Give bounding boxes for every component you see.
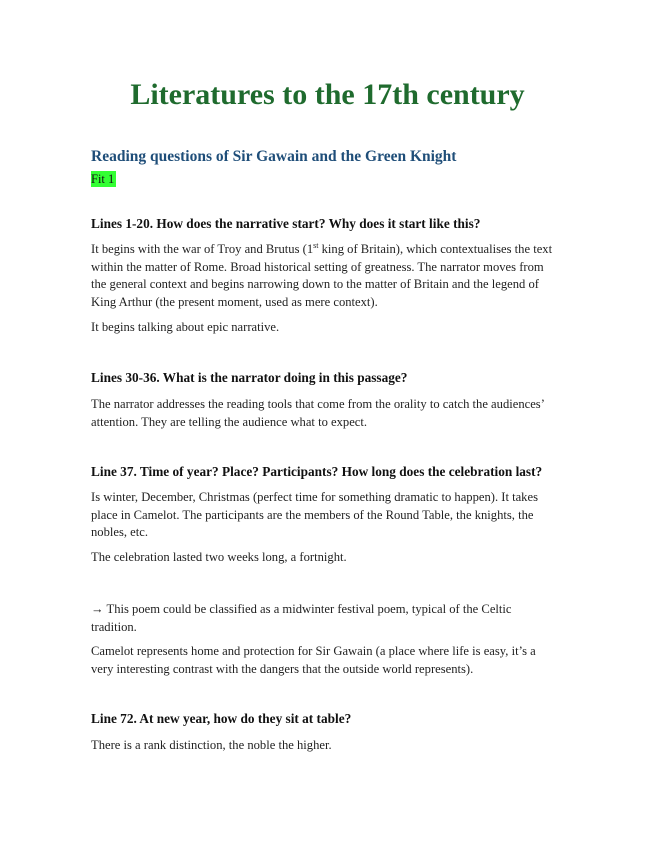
paragraph-line: The celebration lasted two weeks long, a fortnight. bbox=[91, 550, 347, 564]
question-heading: Lines 30-36. What is the narrator doing in this passage? bbox=[91, 370, 408, 385]
question-heading: Lines 1-20. How does the narrative start? Why does it start like this? bbox=[91, 216, 481, 231]
answer-paragraph bbox=[91, 319, 561, 337]
paragraph-line: The narrator addresses the reading tools that come from the orality to catch the audiences’ bbox=[91, 397, 545, 411]
answer-paragraph bbox=[91, 489, 561, 542]
paragraph-line: There is a rank distinction, the noble the higher. bbox=[91, 738, 332, 752]
answer-paragraph bbox=[91, 396, 561, 431]
answer-paragraph bbox=[91, 241, 561, 311]
fit-highlight-label: Fit 1 bbox=[91, 172, 115, 186]
paragraph-line: very interesting contrast with the dangers that the outside world represents). bbox=[91, 661, 474, 676]
paragraph-line: place in Camelot. The participants are the members of the Round Table, the knights, the bbox=[91, 507, 534, 522]
answer-paragraph bbox=[91, 643, 561, 678]
paragraph-line: King Arthur (the present moment, used as mere context). bbox=[91, 294, 378, 309]
paragraph-line: → This poem could be classified as a midwinter festival poem, typical of the Celtic bbox=[91, 602, 512, 616]
paragraph-line: within the matter of Rome. Broad historical setting of greatness. The narrator moves from bbox=[91, 259, 544, 274]
paragraph-line: It begins with the war of Troy and Brutus (1st king of Britain), which contextualises the text bbox=[91, 240, 553, 256]
page-title: Literatures to the 17th century bbox=[130, 78, 525, 111]
paragraph-line: Is winter, December, Christmas (perfect time for something dramatic to happen). It takes bbox=[91, 490, 538, 504]
ordinal-suffix: st bbox=[313, 240, 319, 250]
document-subtitle: Reading questions of Sir Gawain and the Green Knight bbox=[91, 148, 457, 165]
paragraph-line: Camelot represents home and protection for Sir Gawain (a place where life is easy, it’s a bbox=[91, 644, 536, 658]
answer-paragraph bbox=[91, 549, 561, 567]
answer-paragraph bbox=[91, 601, 561, 636]
answer-paragraph bbox=[91, 737, 561, 755]
question-heading: Line 37. Time of year? Place? Participants? How long does the celebration last? bbox=[91, 464, 543, 479]
paragraph-line: It begins talking about epic narrative. bbox=[91, 320, 280, 334]
paragraph-line: nobles, etc. bbox=[91, 525, 149, 540]
question-heading: Line 72. At new year, how do they sit at table? bbox=[91, 711, 352, 726]
paragraph-line: attention. They are telling the audience what to expect. bbox=[91, 414, 368, 429]
paragraph-line: the general context and begins narrowing down to the matter of Britain and the legend of bbox=[91, 277, 539, 292]
paragraph-line: tradition. bbox=[91, 619, 137, 634]
